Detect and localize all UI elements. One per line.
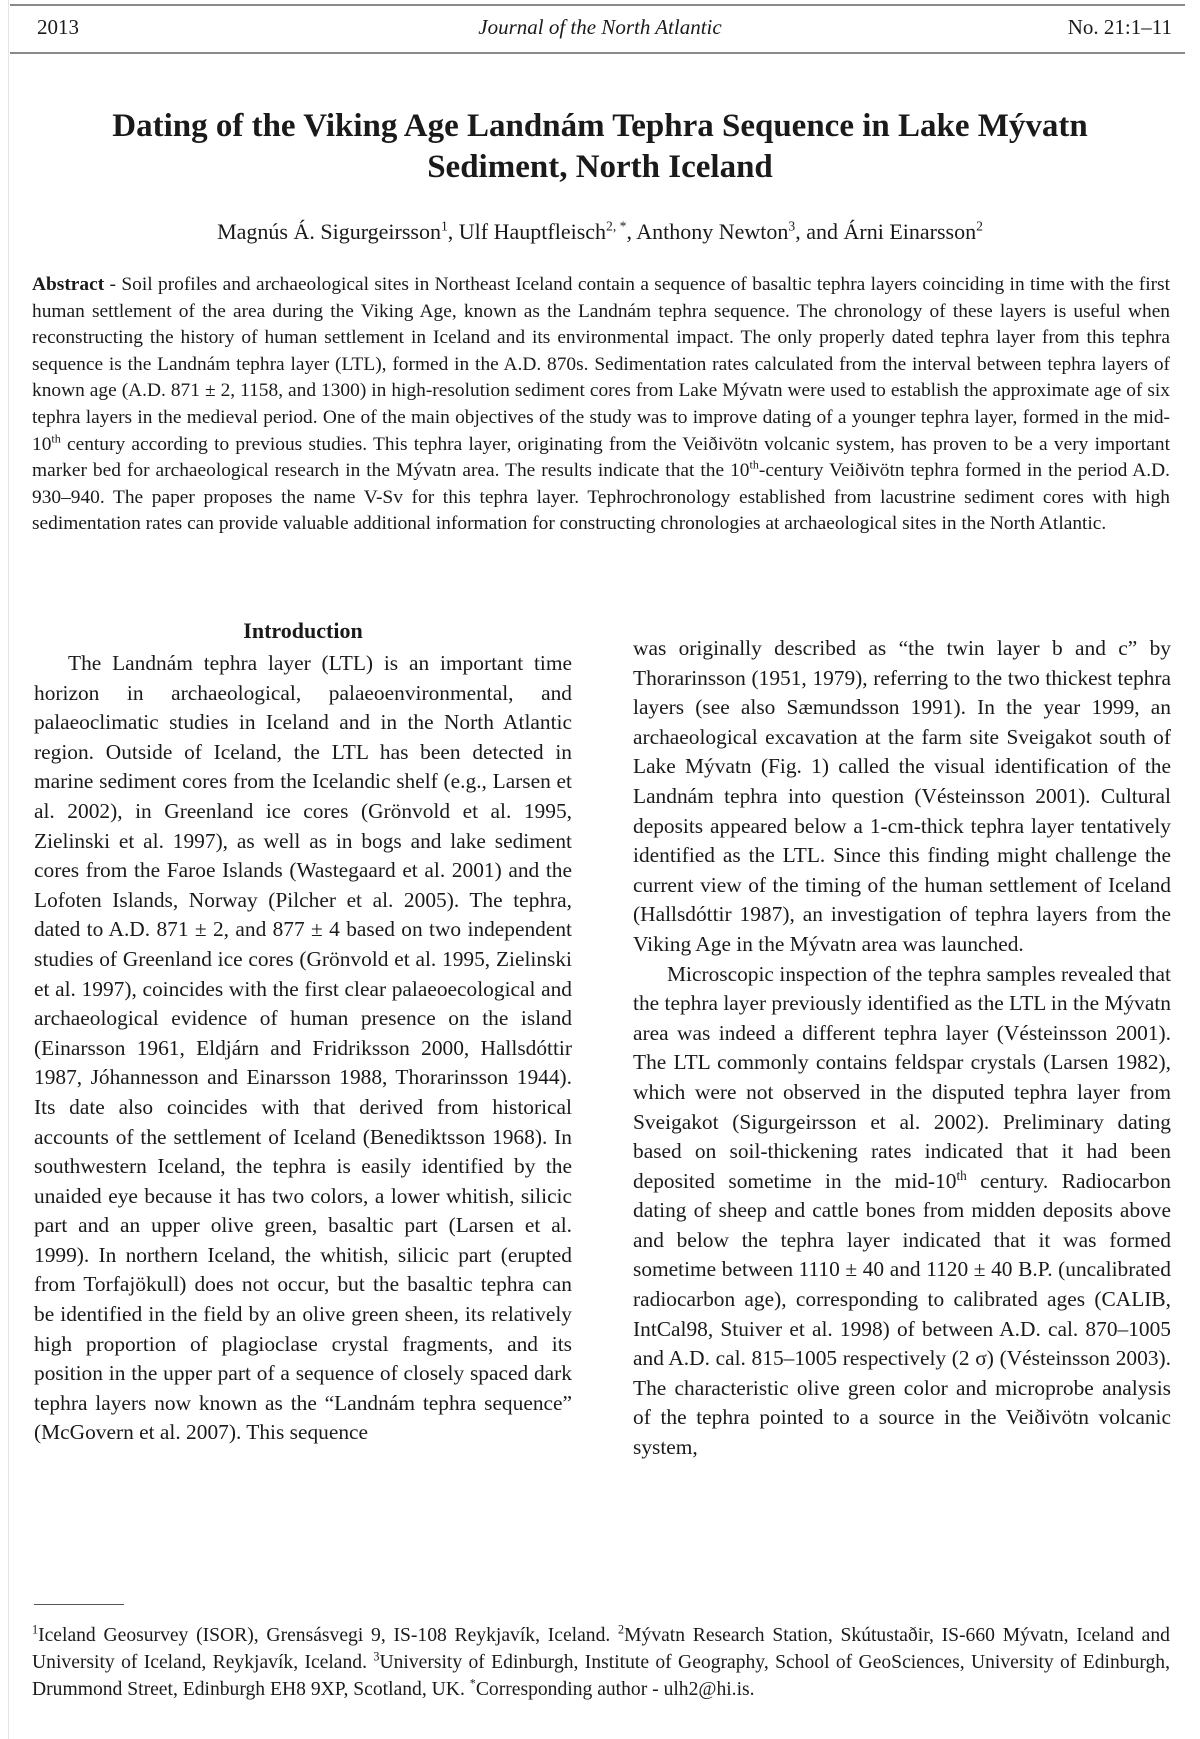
author-separator: , <box>626 219 637 244</box>
footnote-marker: * <box>469 1676 476 1691</box>
author-affiliation: 1 <box>440 218 448 234</box>
author-separator: , and <box>795 219 844 244</box>
ordinal-suffix: th <box>51 431 61 446</box>
header-bottom-rule <box>10 52 1185 54</box>
header-top-rule <box>10 4 1185 6</box>
abstract-text: century according to previous studies. This tephra layer, originating from the Veiðivötn volcanic system, has proven to be a very important marker bed for archaeological research in the Mývatn area. The results indicate that the 10 <box>32 433 1170 482</box>
author-list <box>0 218 1200 246</box>
section-heading-introduction: Introduction <box>243 618 363 643</box>
title-line-1: Dating of the Viking Age Landnám Tephra Sequence in Lake Mývatn <box>112 108 1088 144</box>
author-name: Ulf Hauptfleisch <box>458 219 607 244</box>
author-affiliation: 3 <box>788 218 796 234</box>
author-separator: , <box>447 219 459 244</box>
body-paragraph <box>633 960 1171 1463</box>
footnote-text: Mývatn Research Station, Skútustaðir, IS-660 Mývatn, Iceland and University of Iceland, Reykjavík, Iceland. <box>32 1625 1170 1673</box>
page-edge <box>8 0 9 1739</box>
author-affiliation: 2, * <box>606 218 627 234</box>
header-issue: No. 21:1–11 <box>1067 15 1172 39</box>
article-title <box>40 106 1160 188</box>
body-column-left <box>34 621 572 1448</box>
ordinal-suffix: th <box>956 1167 967 1183</box>
author-name: Árni Einarsson <box>843 219 977 244</box>
ordinal-suffix: th <box>749 457 759 472</box>
header-year: 2013 <box>37 15 79 39</box>
footnote-marker: 2 <box>618 1622 625 1637</box>
author-name: Anthony Newton <box>636 219 789 244</box>
footnote-text: Corresponding author - ulh2@hi.is. <box>475 1679 755 1700</box>
abstract <box>32 272 1170 538</box>
title-line-2: Sediment, North Iceland <box>427 149 773 185</box>
footnote-marker: 1 <box>32 1622 39 1637</box>
paragraph-text: Microscopic inspection of the tephra samples revealed that the tephra layer previously identified as the LTL in the Mývatn area was indeed a different tephra layer (Vésteinsson 2001). The LTL commonly contains feldspar crystals (Larsen 1982), which were not observed in the disputed tephra layer from Sveigakot (Sigurgeirsson et al. 2002). Preliminary dating based on soil-thickening rates indicated that it had been deposited sometime in the mid-10 <box>633 961 1171 1193</box>
author-name: Magnús Á. Sigurgeirsson <box>217 219 441 244</box>
affiliation-footnotes <box>32 1622 1170 1703</box>
body-column-right <box>633 634 1171 1463</box>
footnote-text: Iceland Geosurvey (ISOR), Grensásvegi 9, IS-108 Reykjavík, Iceland. <box>38 1625 619 1646</box>
header-journal-name: Journal of the North Atlantic <box>478 15 722 39</box>
body-paragraph: was originally described as “the twin layer b and c” by Thorarinsson (1951, 1979), referring to the two thickest tephra layers (see also Sæmundsson 1991). In the year 1999, an archaeological excavation at the farm site Sveigakot south of Lake Mývatn (Fig. 1) called the visual identification of the Landnám tephra into question (Vésteinsson 2001). Cultural deposits appeared below a 1-cm-thick tephra layer tentatively identified as the LTL. Since this finding might challenge the current view of the timing of the human settlement of Iceland (Hallsdóttir 1987), an investigation of tephra layers from the Viking Age in the Mývatn area was launched. <box>633 636 1171 956</box>
abstract-text: -century Veiðivötn tephra formed in the period A.D. 930–940. The paper proposes the name V-Sv for this tephra layer. Tephrochronology established from lacustrine sediment cores with high sedimentation rates can provide valuable additional information for constructing chronologies at archaeological sites in the North Atlantic. <box>32 460 1170 535</box>
body-paragraph: The Landnám tephra layer (LTL) is an important time horizon in archaeological, palaeoenvironmental, and palaeoclimatic studies in Iceland and in the North Atlantic region. Outside of Iceland, the LTL has been detected in marine sediment cores from the Icelandic shelf (e.g., Larsen et al. 2002), in Greenland ice cores (Grönvold et al. 1995, Zielinski et al. 1997), as well as in bogs and lake sediment cores from the Faroe Islands (Wastegaard et al. 2001) and the Lofoten Islands, Norway (Pilcher et al. 2005). The tephra, dated to A.D. 871 ± 2, and 877 ± 4 based on two independent studies of Greenland ice cores (Grönvold et al. 1995, Zielinski et al. 1997), coincides with the first clear palaeoecological and archaeological evidence of human presence on the island (Einarsson 1961, Eldjárn and Fridriksson 2000, Hallsdóttir 1987, Jóhannesson and Einarsson 1988, Thorarinsson 1944). Its date also coincides with that derived from historical accounts of the settlement of Iceland (Benediktsson 1968). In southwestern Iceland, the tephra is easily identified by the unaided eye because it has two colors, a lower whitish, silicic part and an upper olive green, basaltic part (Larsen et al. 1999). In northern Iceland, the whitish, silicic part (erupted from Torfajökull) does not occur, but the basaltic tephra can be identified in the field by an olive green sheen, its relatively high proportion of plagioclase crystal fragments, and its position in the upper part of a sequence of closely spaced dark tephra layers now known as the “Landnám tephra sequence” (McGovern et al. 2007). This sequence <box>34 651 572 1445</box>
author-affiliation: 2 <box>976 218 983 234</box>
abstract-dash: - <box>104 274 122 295</box>
abstract-label: Abstract <box>32 274 105 295</box>
footnote-text: University of Edinburgh, Institute of Geography, School of GeoSciences, University of Edinburgh, Drummond Street, Edinburgh EH8 9XP, Scotland, UK. <box>32 1652 1170 1700</box>
paragraph-text: century. Radiocarbon dating of sheep and cattle bones from midden deposits above and below the tephra layer indicated that it was formed sometime between 1110 ± 40 and 1120 ± 40 B.P. (uncalibrated radiocarbon age), corresponding to calibrated ages (CALIB, IntCal98, Stuiver et al. 1998) of between A.D. cal. 870–1005 and A.D. cal. 815–1005 respectively (2 σ) (Vésteinsson 2003). The characteristic olive green color and microprobe analysis of the tephra pointed to a source in the Veiðivötn volcanic system, <box>633 1168 1171 1460</box>
abstract-text: Soil profiles and archaeological sites in Northeast Iceland contain a sequence of basaltic tephra layers coinciding in time with the first human settlement of the area during the Viking Age, known as the Landnám tephra sequence. The chronology of these layers is useful when reconstructing the history of human settlement in Iceland and its environmental impact. The only properly dated tephra layer from this tephra sequence is the Landnám tephra layer (LTL), formed in the A.D. 870s. Sedimentation rates calculated from the interval between tephra layers of known age (A.D. 871 ± 2, 1158, and 1300) in high-resolution sediment cores from Lake Mývatn were used to establish the approximate age of six tephra layers in the medieval period. One of the main objectives of the study was to improve dating of a younger tephra layer, formed in the mid-10 <box>32 274 1170 455</box>
footnote-rule <box>34 1604 124 1605</box>
footnote-marker: 3 <box>373 1649 380 1664</box>
